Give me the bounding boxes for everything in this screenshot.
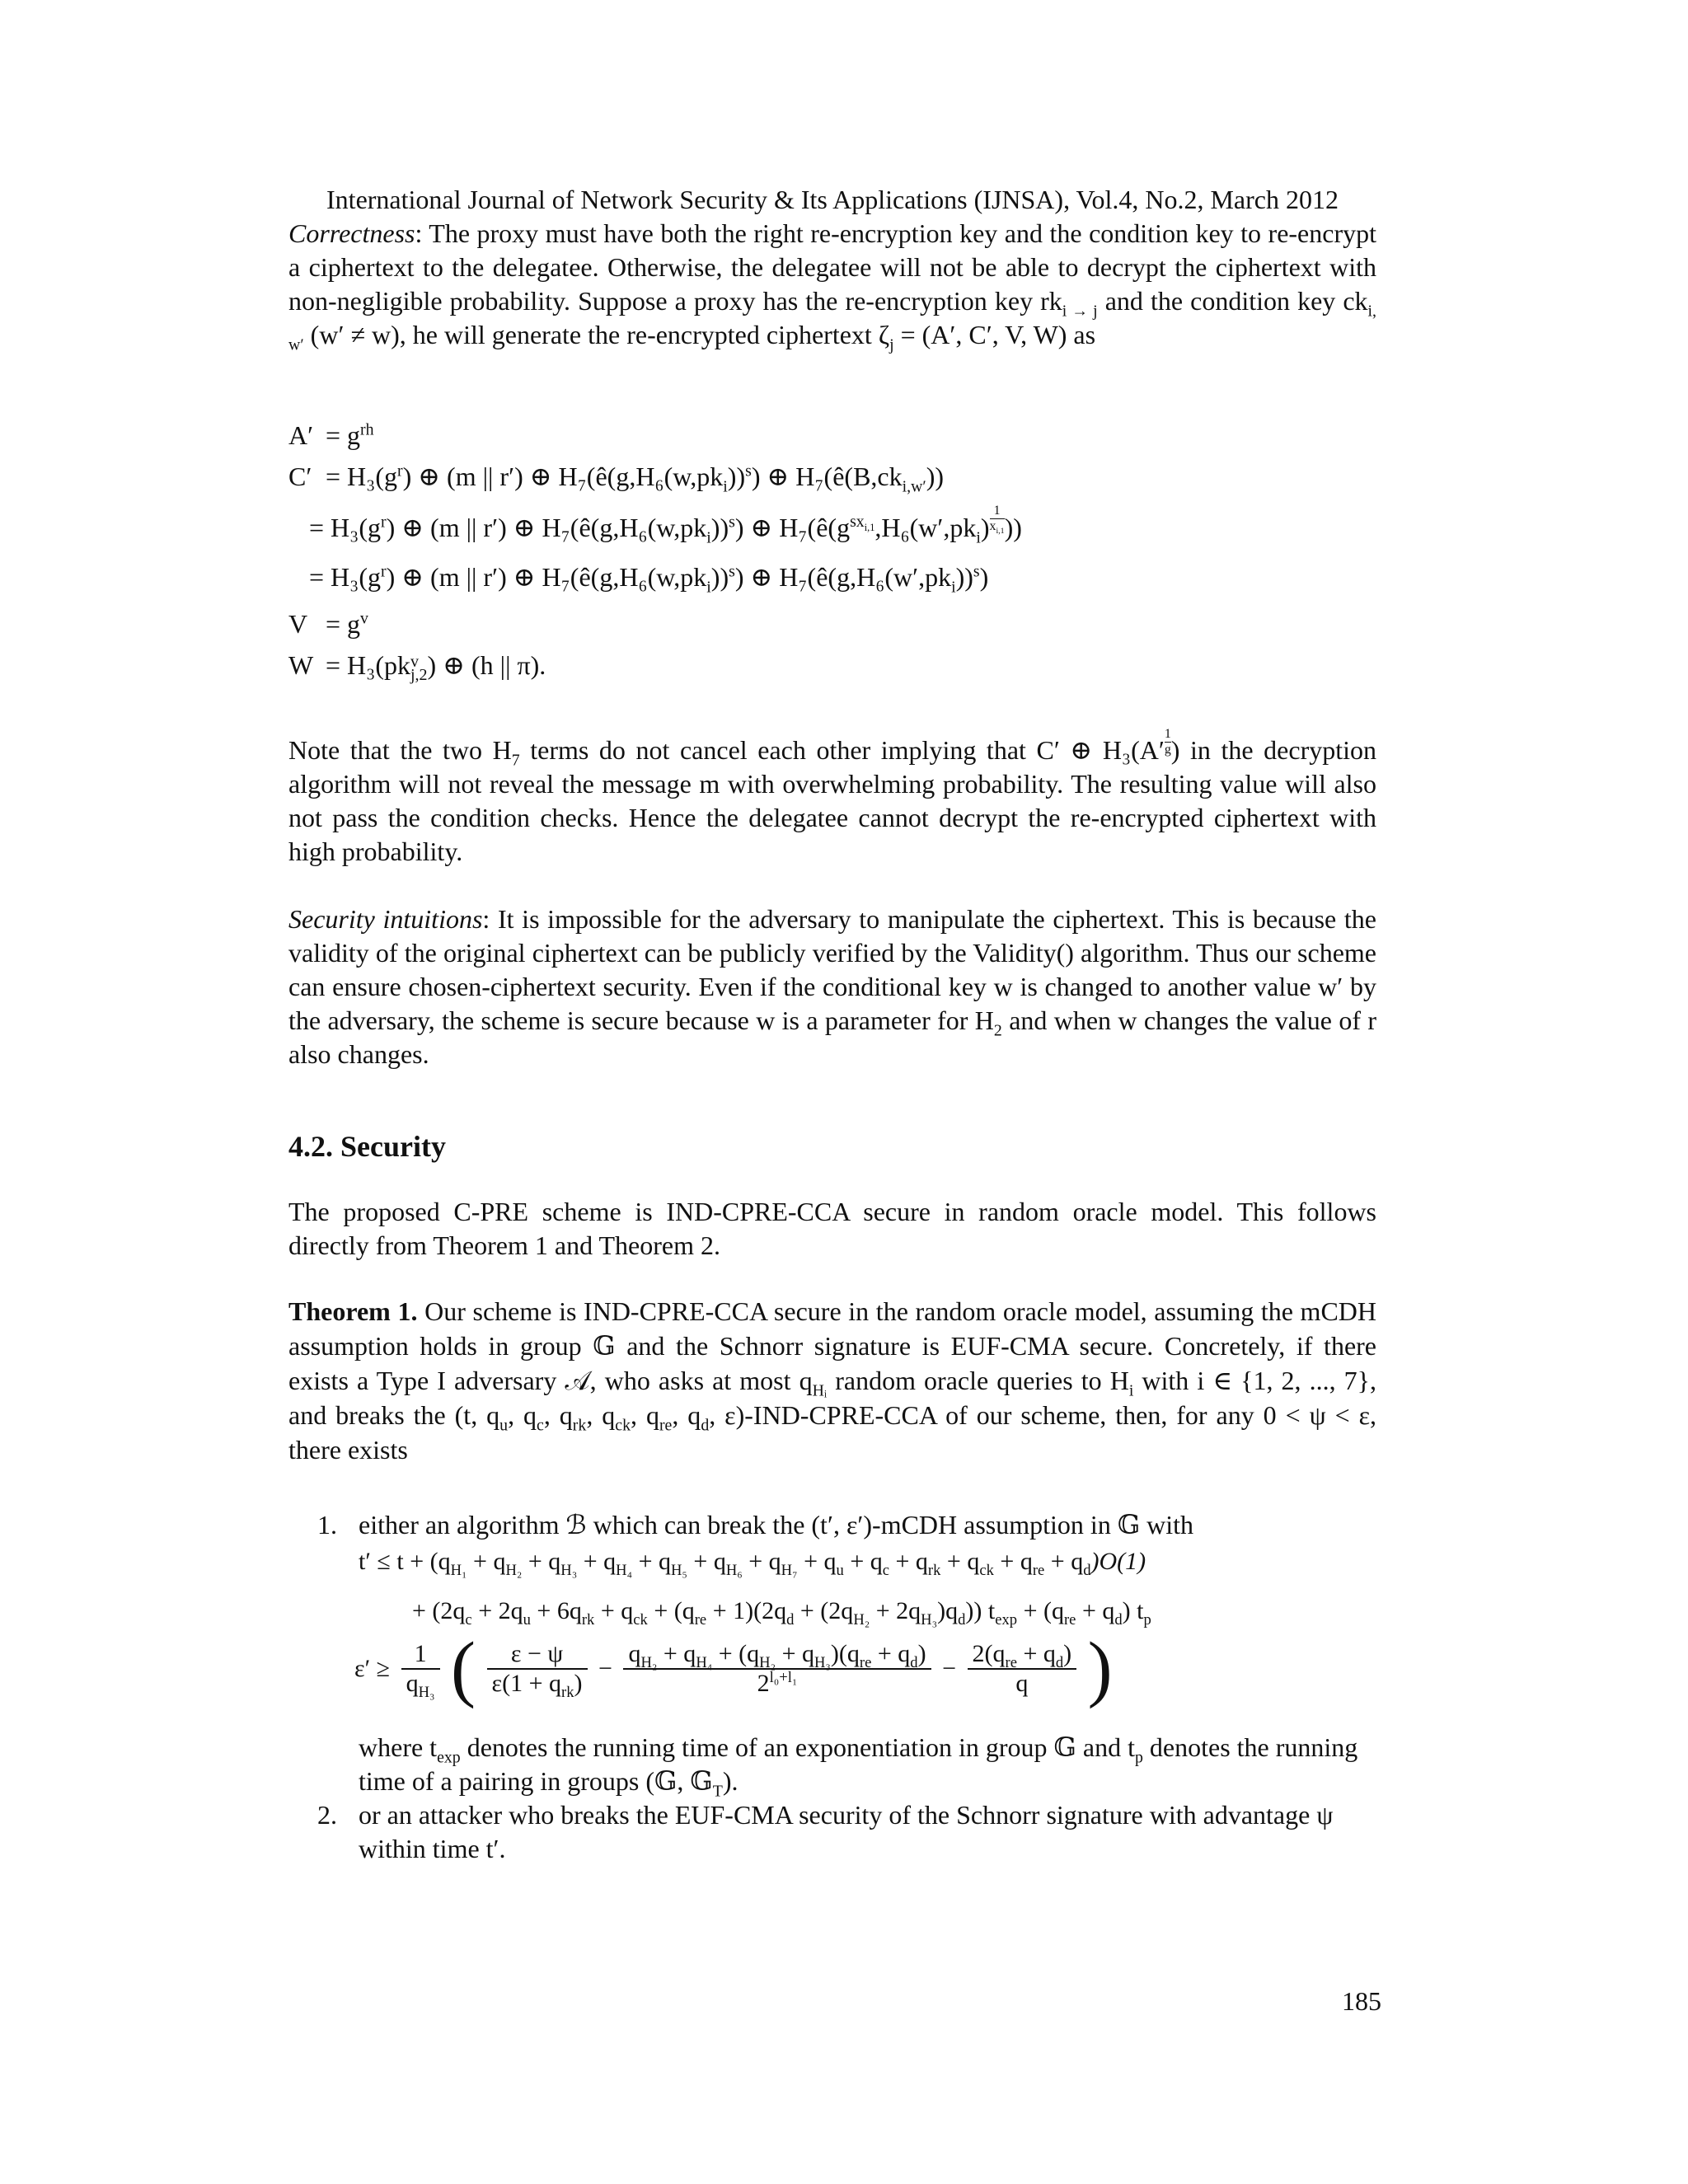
header-text: International Journal of Network Security & Its Applications (IJNSA), Vol.4, No.2, March 2012 (326, 185, 1339, 214)
theorem-label: Theorem 1. (288, 1296, 418, 1326)
running-header (288, 183, 1376, 217)
correctness-paragraph (288, 217, 1376, 352)
eq-a-lhs: A′ (288, 420, 314, 450)
correctness-label: Correctness (288, 218, 415, 248)
correctness-text-2: and the condition key ck (1097, 286, 1368, 316)
fraction-1: $\frac{1}{q_{H_3}}$ (401, 1640, 440, 1698)
note-paragraph: Note that the two $H_7$ terms do not cancel each other implying that C′ ⊕ H₃(A′ $^{\frac{1}{g}}$ ) in the decryption algorithm will not reveal the message m with overwhelming probability. The resulting value will also not pass the condition checks. Hence the delegatee cannot decrypt the re-encrypted ciphertext with high probability. (288, 727, 1377, 866)
eq-v-rhs: = $g^v$ (326, 609, 368, 639)
item-1-text: either an algorithm ℬ which can break the (t′, ε′)-mCDH assumption in 𝔾 with (359, 1510, 1194, 1540)
zeta-subscript: j (889, 335, 894, 354)
correctness-text-1: : The proxy must have both the right re-encryption key and the condition key to re-encrypt a ciphertext to the delegatee. Otherwise, the delegatee will not be able to decrypt the ciphertext with non-negligible probability. Suppose a proxy has the re-encryption key rk (288, 218, 1376, 316)
rk-subscript: i → j (1062, 302, 1098, 321)
list-number-1: 1. (317, 1510, 337, 1540)
theorem-1: Theorem 1. Our scheme is IND-CPRE-CCA secure in the random oracle model, assuming the mCDH assumption holds in group 𝔾 and the Schnorr signature is EUF-CMA secure. Concretely, if there exists a Type I adversary 𝒜, who asks at most $q_{Hᵢ}$ random oracle queries to $H_i$ with i ∈ {1, 2, ..., 7}, and breaks the (t, $q_u$, $q_c$, $q_{rk}$, $q_{ck}$, $q_{re}$, $q_d$, ε)-IND-CPRE-CCA of our scheme, then, for any 0 < ψ < ε, there exists (288, 1296, 1377, 1465)
item-2-text: or an attacker who breaks the EUF-CMA security of the Schnorr signature with advantage ψ within time t′. (359, 1800, 1334, 1863)
eq-c-line-2: = $H_3(g^r)$ ⊕ (m || r′) ⊕ $H_7(ê(g,H_6(w,pk_i))^s)$ ⊕ $H_7(ê(g^{sx_{i,1}},H_6(w',pk_i)$ $^{\frac{1}{x_{i,1}}}$ )) (309, 504, 1022, 547)
ck-subscript: i, w′ (288, 302, 1377, 354)
fraction-3: $\frac{q_{H_2} + q_{H_4} + (q_{H_2} + q_{H_3})(q_{re} + q_d)}{2^{l_0+l_1}}$ (623, 1640, 931, 1698)
eq-v-lhs: V (288, 609, 308, 639)
eq-a-rhs: = $g^{rh}$ (326, 420, 374, 450)
eq-c-line-1: = $H_3(g^r)$ ⊕ (m || r′) ⊕ $H_7(ê(g,H_6(w,pk_i))^s)$ ⊕ $H_7(ê(B,ck_{i,w'}))$ (326, 462, 945, 496)
where-text: where $t_{exp}$ denotes the running time of an exponentiation in group 𝔾 and $t_p$ denotes the running time of a pairing in groups (𝔾, 𝔾$_T$). (359, 1732, 1358, 1801)
eq-w-lhs: W (288, 650, 314, 680)
correctness-text-4: = (A′, C′, V, W) as (893, 320, 1096, 349)
eq-w-rhs: = H₃(pk v j,2 ) ⊕ (h || π). (326, 650, 546, 684)
eq-c-lhs: C′ (288, 462, 312, 491)
fraction-4: $\frac{2(q_{re} + q_d)}{q}$ (968, 1640, 1077, 1698)
section-paragraph: The proposed C-PRE scheme is IND-CPRE-CCA secure in random oracle model. This follows directly from Theorem 1 and Theorem 2. (288, 1197, 1376, 1260)
list-number-2: 2. (317, 1800, 337, 1830)
fraction-2: $\frac{\varepsilon - \psi}{\varepsilon(1 + q_{rk})}$ (487, 1640, 588, 1698)
section-heading: 4.2. Security (288, 1130, 446, 1163)
page-number: 185 (1342, 1986, 1381, 2016)
epsilon-bound: ε′ ≥ $\frac{1}{q_{H_3}}$ ( $\frac{\varepsilon - \psi}{\varepsilon(1 + q_{rk})}$ − $\frac{q_{H_2} + q_{H_4} + (q_{H_2} + q_{H_3})(q_{re} + q_d)}{2^{l_0+l_1}}$ − $\frac{2(q_{re} + q_d)}{q}$ ) (354, 1628, 1113, 1709)
t-bound-line-1: $t' \le t + (q_{H_1} + q_{H_2} + q_{H_3} + q_{H_4} + q_{H_5} + q_{H_6} + q_{H_7} + q_u + q_c + q_{rk} + q_{ck} + q_{re} + q_d)O(1)$ (359, 1548, 1146, 1579)
correctness-text-3: (w′ ≠ w), he will generate the re-encrypted ciphertext ζ (303, 320, 890, 349)
security-intuitions-label: Security intuitions (288, 904, 483, 934)
t-bound-line-2: + $(2q_c + 2q_u + 6q_{rk} + q_{ck} + (q_{re} + 1)(2q_d + (2q_{H_2} + 2q_{H_3})q_d)) t_{exp} + (q_{re} + q_d)$ $t_p$ (412, 1597, 1151, 1629)
security-intuitions-paragraph: Security intuitions: It is impossible for the adversary to manipulate the ciphertext. This is because the validity of the original ciphertext can be publicly verified by the Validity() algorithm. Thus our scheme can ensure chosen-ciphertext security. Even if the conditional key w is changed to another value w′ by the adversary, the scheme is secure because w is a parameter for $H_2$ and when w changes the value of r also changes. (288, 904, 1377, 1069)
eq-c-line-3: = $H_3(g^r)$ ⊕ (m || r′) ⊕ $H_7(ê(g,H_6(w,pk_i))^s)$ ⊕ $H_7(ê(g,H_6(w',pk_i))^s)$ (309, 562, 989, 597)
